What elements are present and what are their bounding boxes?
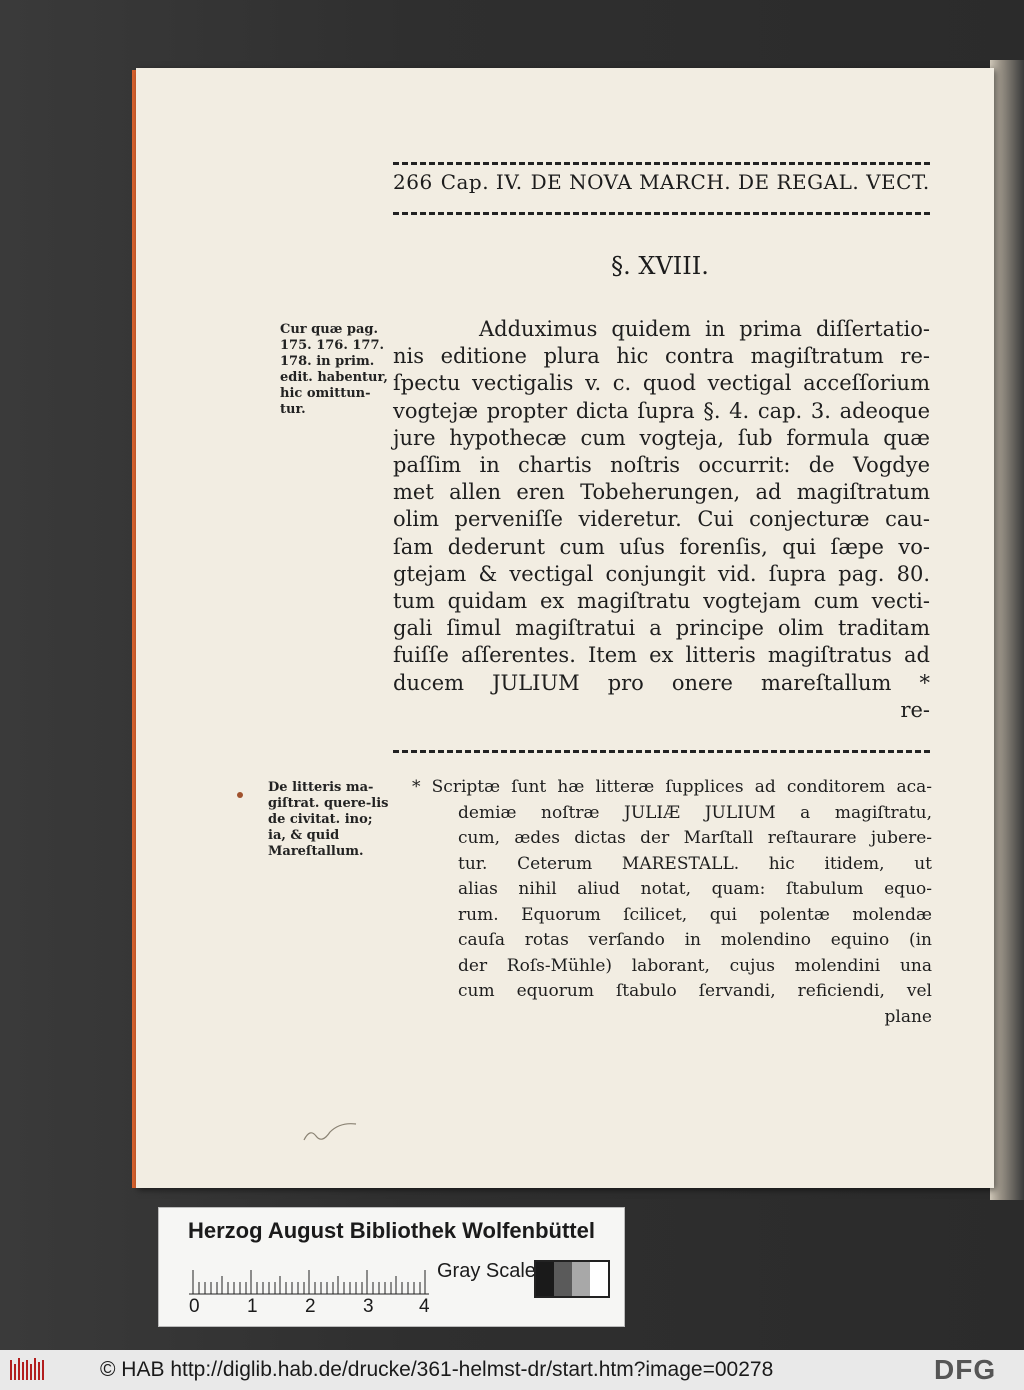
running-head bbox=[393, 170, 930, 194]
section-heading: §. XVIII. bbox=[611, 252, 709, 280]
ruler-number: 1 bbox=[247, 1296, 258, 1317]
ruler-number: 0 bbox=[189, 1296, 200, 1317]
main-line: olim perveniſſe videretur. Cui conjecturæ cau- bbox=[393, 507, 930, 532]
color-ruler-card bbox=[158, 1207, 625, 1327]
hab-barcode-icon bbox=[8, 1356, 48, 1384]
grayscale-swatch-white bbox=[590, 1262, 608, 1296]
footnote-line: der Roſs-Mühle) laborant, cujus molendini una bbox=[458, 955, 932, 976]
footnote-line: tur. Ceterum MARESTALL. hic itidem, ut bbox=[458, 853, 932, 874]
main-line: jure hypothecæ cum vogteja, ſub formula quæ bbox=[393, 425, 930, 450]
footnote-rule bbox=[393, 750, 930, 753]
ruler-title: Herzog August Bibliothek Wolfenbüttel bbox=[188, 1218, 595, 1243]
grayscale-swatch-light bbox=[572, 1262, 590, 1296]
footnote-line: alias nihil aliud notat, quam: ſtabulum equo- bbox=[458, 879, 932, 899]
grayscale-label: Gray Scale bbox=[437, 1260, 536, 1282]
footnote-line: cum, ædes dictas der Marſtall reſtaurare jubere- bbox=[458, 828, 932, 848]
footnote-catchword: plane bbox=[884, 1006, 932, 1027]
grayscale-swatch-black bbox=[536, 1262, 554, 1296]
running-title: DE NOVA MARCH. DE REGAL. VECT. bbox=[530, 170, 930, 194]
ruler-number: 4 bbox=[419, 1296, 430, 1317]
main-line: gali ſimul magiſtratui a principe olim traditam bbox=[393, 616, 930, 641]
main-line: met allen eren Tobeherungen, ad magiſtratum bbox=[393, 480, 930, 505]
main-line: tum quidam ex magiſtratu vogtejam cum vecti- bbox=[393, 589, 930, 614]
pencil-mark-icon bbox=[300, 1118, 360, 1148]
page-number: 266 bbox=[393, 170, 433, 194]
grayscale-bar bbox=[534, 1260, 610, 1298]
footer-copyright-link[interactable]: © HAB http://diglib.hab.de/drucke/361-helmst-dr/start.htm?image=00278 bbox=[100, 1358, 774, 1381]
footer-bar bbox=[0, 1350, 1024, 1390]
header-rule-bottom bbox=[393, 212, 930, 215]
stray-ink-mark bbox=[237, 792, 243, 798]
grayscale-swatch-dark bbox=[554, 1262, 572, 1296]
chapter-label: Cap. IV. bbox=[440, 170, 523, 194]
header-rule-top bbox=[393, 162, 930, 165]
footnote-line: cauſa rotas verſando in molendino equino (in bbox=[458, 930, 932, 950]
main-line: Adduximus quidem in prima diſſertatio- bbox=[479, 317, 930, 341]
main-line: ſam dederunt cum uſus forenſis, qui ſæpe vo- bbox=[393, 534, 930, 559]
dfg-logo: DFG bbox=[934, 1354, 997, 1385]
footnote-line: cum equorum ſtabulo ſervandi, reficiendi, vel bbox=[458, 981, 932, 1001]
margin-note-2: De litteris ma-giſtrat. quere-lis de civitat. ino; ia, & quid Mareſtallum. bbox=[268, 780, 389, 859]
main-line: ducem JULIUM pro onere mareſtallum * bbox=[393, 670, 930, 695]
footnote-line: demiæ noſtræ JULIÆ JULIUM a magiſtratu, bbox=[458, 802, 932, 823]
book-right-edge bbox=[990, 60, 1024, 1200]
margin-note-1: Cur quæ pag. 175. 176. 177. 178. in prim. edit. habentur, hic omittun-tur. bbox=[280, 322, 388, 417]
main-text bbox=[393, 316, 930, 724]
footnote-line: rum. Equorum ſcilicet, qui polentæ molendæ bbox=[458, 904, 932, 925]
ruler-number: 2 bbox=[305, 1296, 316, 1317]
catchword: re- bbox=[900, 697, 930, 722]
footnote bbox=[412, 775, 932, 1030]
ruler-ticks-icon bbox=[189, 1258, 429, 1298]
ruler-number: 3 bbox=[363, 1296, 374, 1317]
footnote-line: * Scriptæ ſunt hæ litteræ ſupplices ad conditorem aca- bbox=[412, 777, 932, 797]
main-line: paſſim in chartis noſtris occurrit: de Vogdye bbox=[393, 453, 930, 478]
main-line: vogtejæ propter dicta ſupra §. 4. cap. 3. adeoque bbox=[393, 398, 930, 423]
main-line: nis editione plura hic contra magiſtratum re- bbox=[393, 344, 930, 369]
main-line: fuiſſe aſſerentes. Item ex litteris magiſtratus ad bbox=[393, 643, 930, 668]
main-line: ſpectu vectigalis v. c. quod vectigal acceſſorium bbox=[393, 371, 930, 396]
main-line: gtejam & vectigal conjungit vid. ſupra pag. 80. bbox=[393, 561, 930, 586]
